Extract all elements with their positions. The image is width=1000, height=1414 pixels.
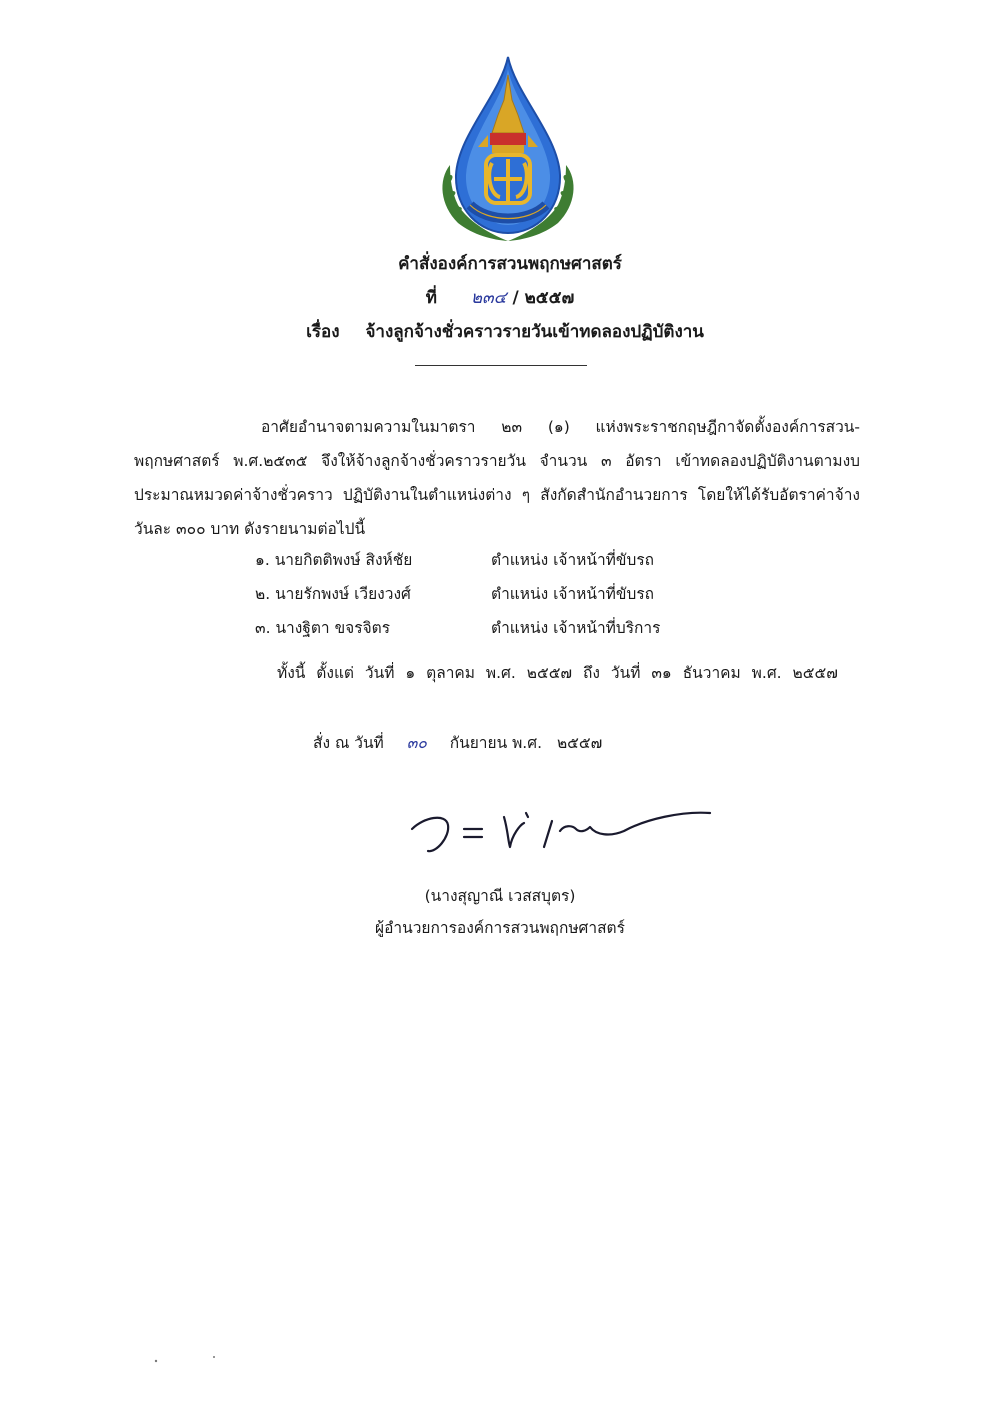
staff-name: ๒. นายรักพงษ์ เวียงวงศ์ bbox=[255, 585, 411, 603]
given-year: ๒๕๕๗ bbox=[556, 734, 603, 752]
list-item bbox=[255, 577, 735, 611]
staff-list bbox=[255, 543, 735, 645]
royal-seal-logo-icon bbox=[428, 55, 588, 245]
body-paragraph bbox=[134, 410, 860, 546]
staff-name: ๑. นายกิตติพงษ์ สิงห์ชัย bbox=[255, 551, 413, 569]
list-item bbox=[255, 611, 735, 645]
subject-text: จ้างลูกจ้างชั่วคราวรายวันเข้าทดลองปฏิบัติงาน bbox=[365, 322, 704, 342]
given-date-label: สั่ง ณ วันที่ bbox=[313, 734, 384, 752]
staff-position: ตำแหน่ง เจ้าหน้าที่ขับรถ bbox=[491, 585, 655, 603]
signer-position: ผู้อำนวยการองค์การสวนพฤกษศาสตร์ bbox=[375, 919, 625, 937]
order-number-year: / ๒๕๕๗ bbox=[512, 288, 575, 308]
monogram-icon bbox=[486, 155, 530, 203]
subject-line bbox=[5, 318, 1000, 345]
order-number bbox=[0, 284, 1000, 311]
employment-period: ทั้งนี้ ตั้งแต่ วันที่ ๑ ตุลาคม พ.ศ. ๒๕๕๗ ถึง วันที่ ๓๑ ธันวาคม พ.ศ. ๒๕๕๗ bbox=[277, 664, 838, 682]
signer-name: (นางสุญาณี เวสสบุตร) bbox=[424, 887, 576, 905]
handwritten-signature-icon bbox=[400, 795, 720, 865]
order-title: คำสั่งองค์การสวนพฤกษศาสตร์ bbox=[398, 254, 622, 274]
staff-position: ตำแหน่ง เจ้าหน้าที่ขับรถ bbox=[491, 551, 655, 569]
given-month: กันยายน พ.ศ. bbox=[449, 734, 542, 752]
subject-label: เรื่อง bbox=[306, 322, 340, 342]
paragraph-text: อาศัยอำนาจตามความในมาตรา ๒๓ (๑) แห่งพระราชกฤษฎีกาจัดตั้งองค์การสวน-พฤกษศาสตร์ พ.ศ.๒๕๓๕ จึงให้จ้างลูกจ้างชั่วคราวรายวัน จำนวน ๓ อัตรา เข้าทดลองปฏิบัติงานตามงบประมาณหมวดค่าจ้างชั่วคราว ปฏิบัติงานในตำแหน่งต่าง ๆ สังกัดสำนักอำนวยการ โดยให้ได้รับอัตราค่าจ้าง วันละ ๓๐๐ บาท ดังรายนามต่อไปนี้ bbox=[134, 418, 860, 538]
order-number-label: ที่ bbox=[425, 288, 437, 308]
given-date bbox=[313, 730, 602, 755]
scan-speck-decoration bbox=[150, 1355, 230, 1367]
list-item bbox=[255, 543, 735, 577]
staff-position: ตำแหน่ง เจ้าหน้าที่บริการ bbox=[491, 619, 661, 637]
order-number-handwritten: ๒๓๔ bbox=[470, 288, 507, 308]
given-day-handwritten: ๓๐ bbox=[406, 734, 427, 752]
staff-name: ๓. นางฐิตา ขจรจิตร bbox=[255, 619, 391, 637]
header-divider bbox=[415, 365, 587, 366]
